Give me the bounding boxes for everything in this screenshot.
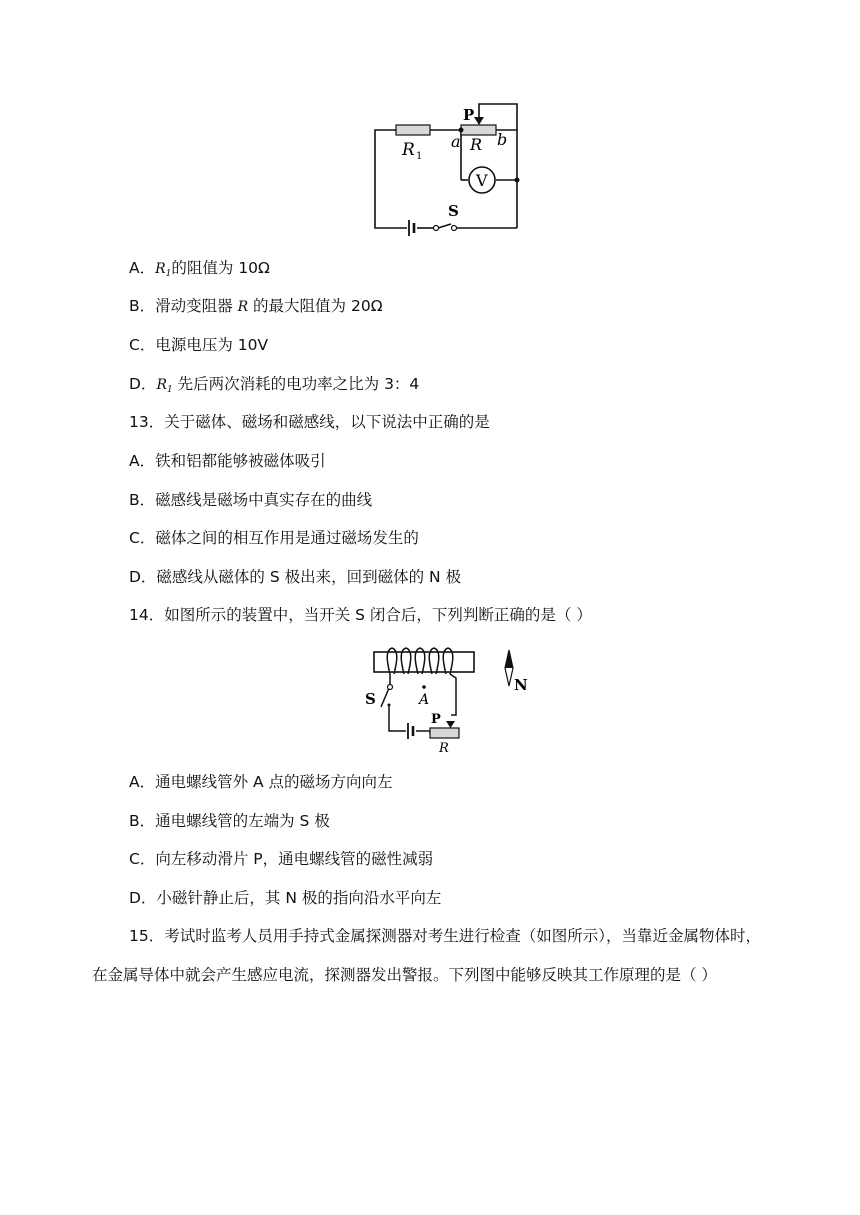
- rheostat-label: R: [470, 135, 483, 154]
- q14-stem: 14．如图所示的装置中，当开关 S 闭合后，下列判断正确的是（ ）: [129, 606, 592, 624]
- q13-option-b: B．磁感线是磁场中真实存在的曲线: [129, 491, 373, 509]
- rheostat-r-label: R: [439, 741, 449, 756]
- slider-p-label: P: [431, 712, 441, 727]
- q15-stem: 15．考试时监考人员用手持式金属探测器对考生进行检查（如图所示），当靠近金属物体时，在金属导体中就会产生感应电流，探测器发出警报。下列图中能够反映其工作原理的是（ ）: [92, 927, 761, 984]
- q13-option-d: D．磁感线从磁体的 S 极出来，回到磁体的 N 极: [129, 568, 462, 586]
- compass-n-label: N: [514, 676, 528, 694]
- point-b-label: b: [497, 130, 508, 149]
- switch-s-label: S: [365, 690, 376, 708]
- point-a-label: a: [451, 132, 461, 151]
- circuit-diagram-q12: [365, 98, 535, 240]
- q14-option-b: B．通电螺线管的左端为 S 极: [129, 812, 330, 830]
- q14-option-c: C．向左移动滑片 P，通电螺线管的磁性减弱: [129, 850, 434, 868]
- q13-stem: 13．关于磁体、磁场和磁感线，以下说法中正确的是: [129, 413, 490, 431]
- q12-option-d: D．$R_1$ 先后两次消耗的电功率之比为 3：4: [129, 375, 420, 395]
- q14-option-a: A．通电螺线管外 A 点的磁场方向向左: [129, 773, 393, 791]
- q13-option-a: A．铁和铝都能够被磁体吸引: [129, 452, 326, 470]
- voltmeter-label: V: [476, 171, 488, 190]
- slider-label: P: [463, 106, 475, 124]
- point-a-label: A: [419, 692, 430, 708]
- resistor-r1-sub: 1: [416, 151, 423, 162]
- q12-option-a: A．$R_1$的阻值为 10Ω: [129, 259, 270, 279]
- resistor-r1-label: R: [402, 140, 415, 160]
- q13-option-c: C．磁体之间的相互作用是通过磁场发生的: [129, 529, 419, 547]
- switch-label: S: [448, 202, 459, 220]
- q12-option-c: C．电源电压为 10V: [129, 336, 269, 354]
- solenoid-diagram-q14: [362, 644, 537, 756]
- q14-option-d: D．小磁针静止后，其 N 极的指向沿水平向左: [129, 889, 442, 907]
- q12-option-b: B．滑动变阻器 R 的最大阻值为 20Ω: [129, 297, 383, 315]
